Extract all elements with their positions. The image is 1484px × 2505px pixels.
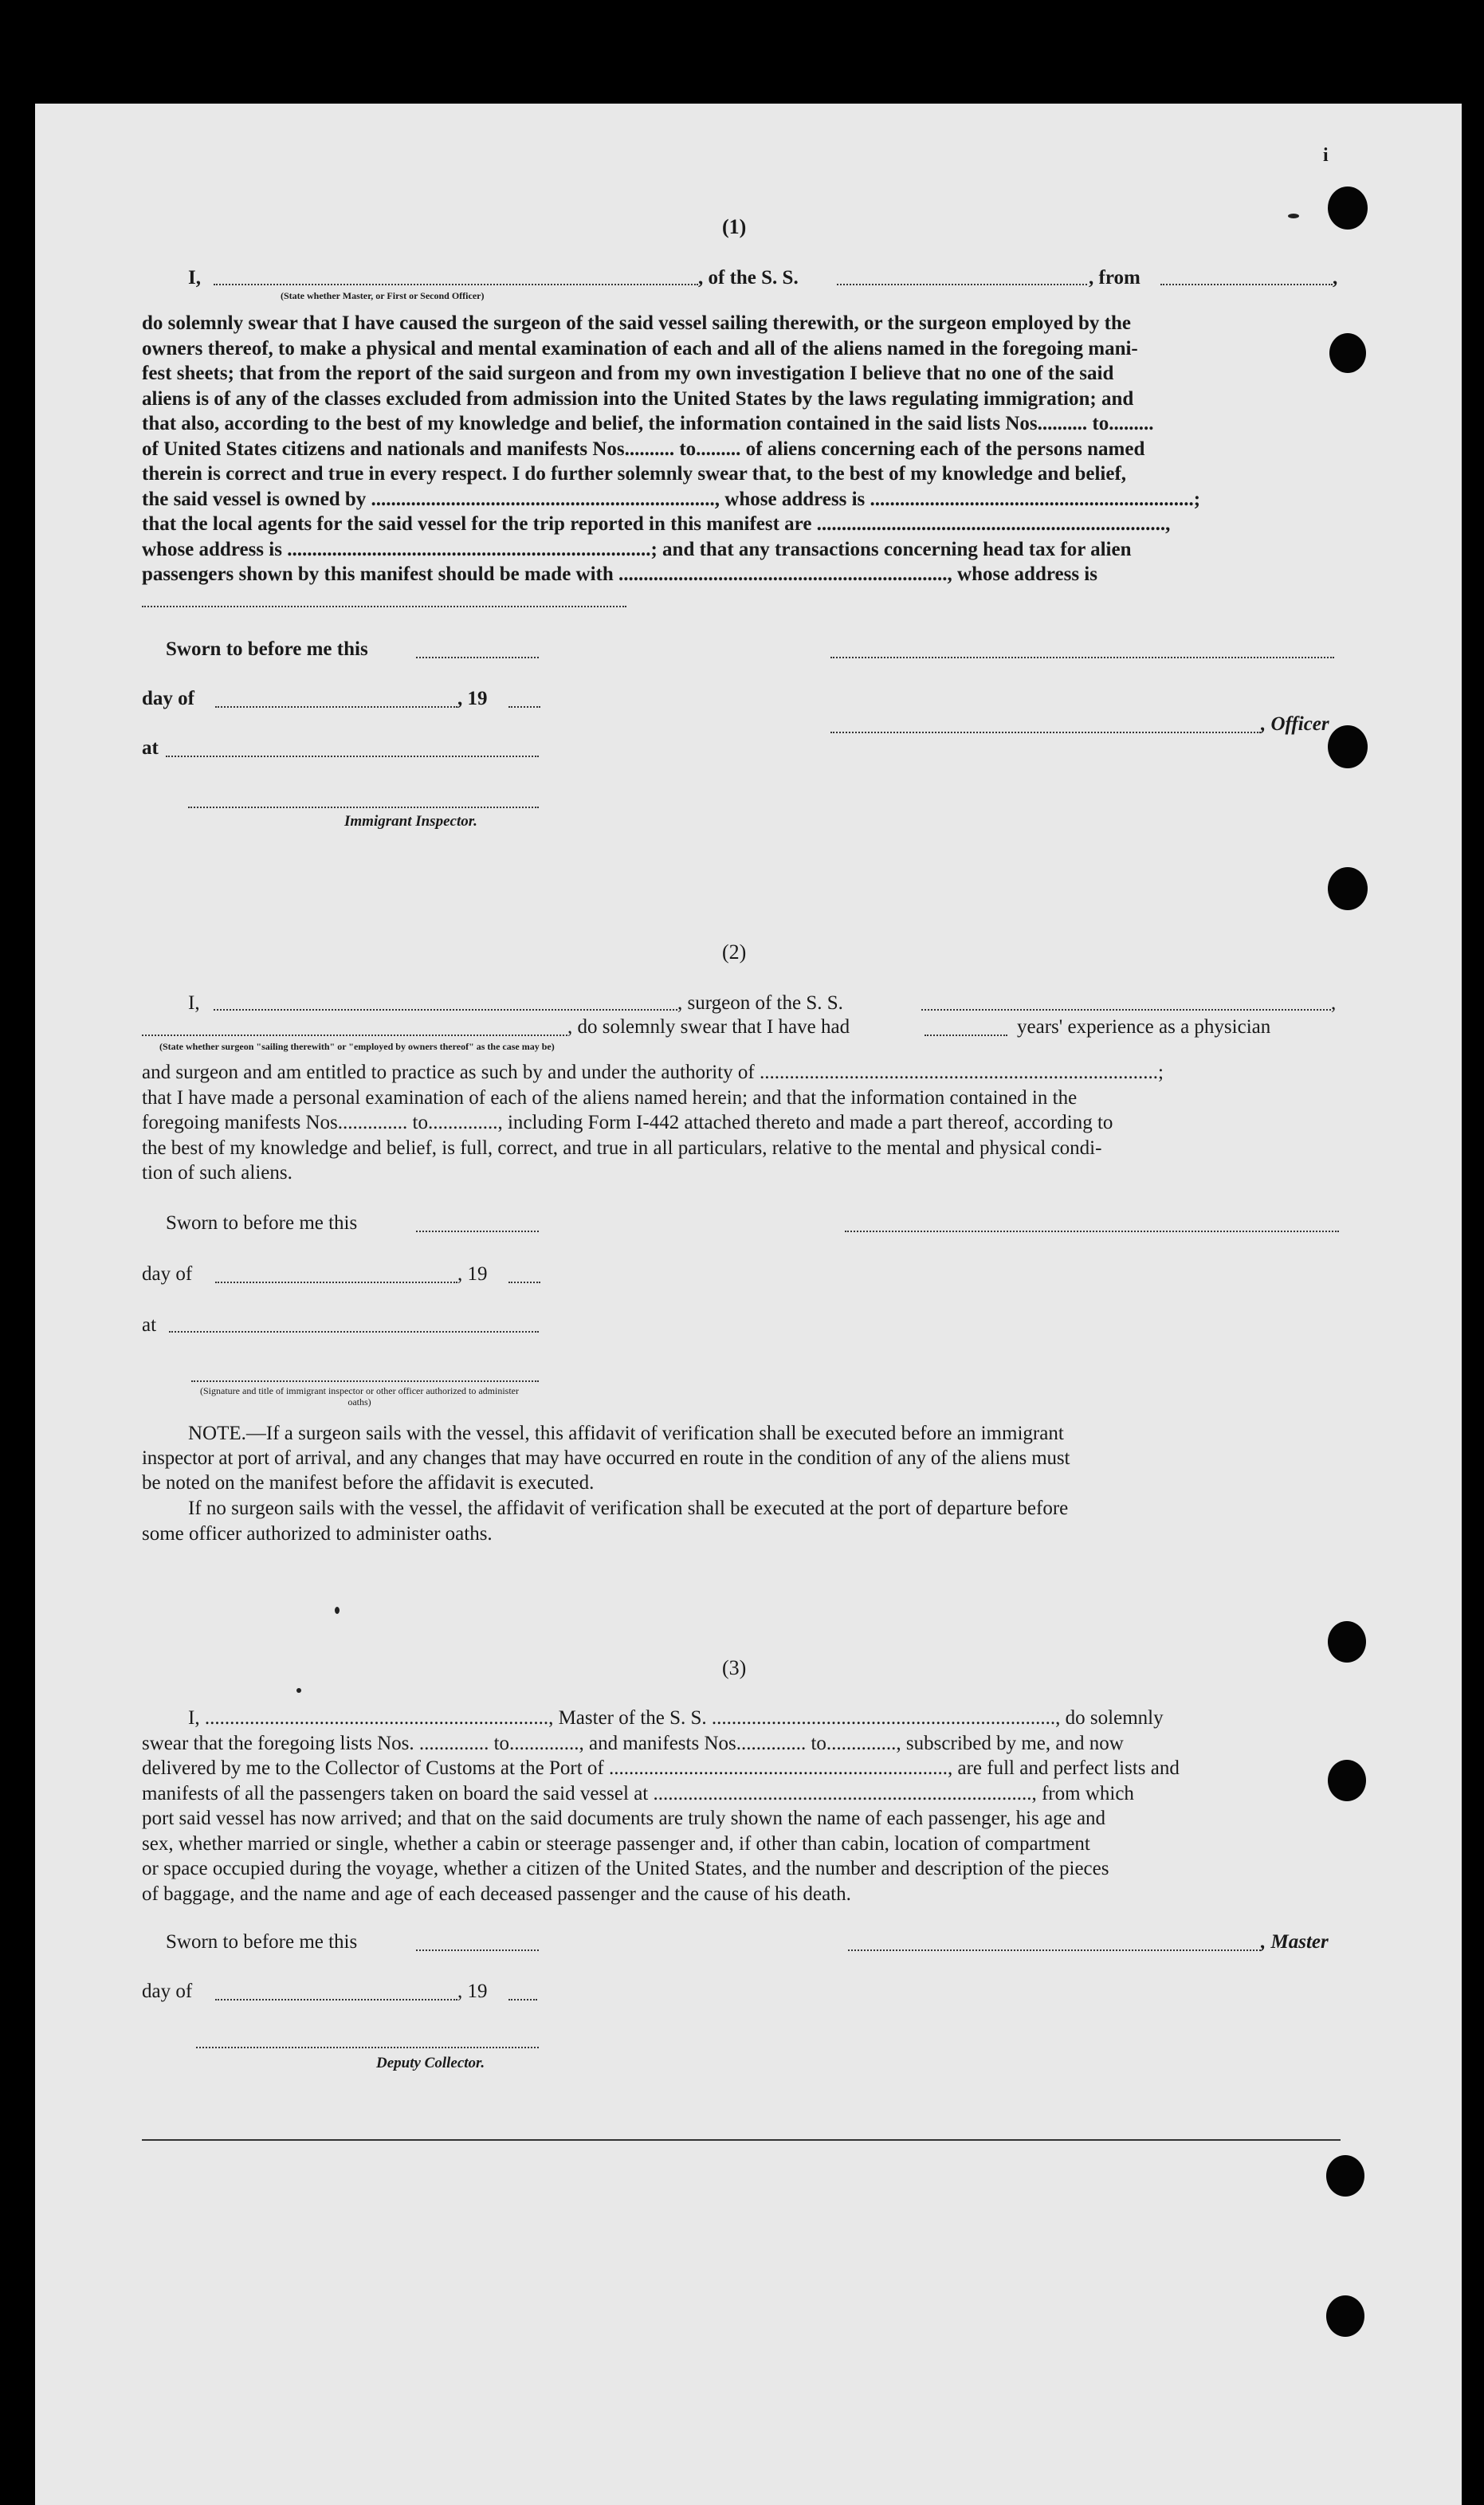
s2-surgeon-name-field[interactable] [214,1009,677,1011]
note-first-line [188,1422,1064,1446]
ink-speck [335,1607,340,1614]
s2-vessel-name-field[interactable] [921,1009,1331,1011]
s1-sworn-label: Sworn to before me this [166,638,368,660]
s1-month-field[interactable] [215,706,457,708]
note-text-4: If no surgeon sails with the vessel, the affidavit of verification shall be executed at the port of departure before [188,1498,1069,1519]
note-text-1: —If a surgeon sails with the vessel, this affidavit of verification shall be executed before an immigrant [245,1423,1064,1444]
s2-surgeon-status-field[interactable] [142,1035,567,1036]
s2-comma: , [1331,992,1337,1014]
s1-from: , from [1089,267,1140,289]
rank-caption: (State whether Master, or First or Second Officer) [281,290,485,301]
note-text-5: some officer authorized to administer oaths. [142,1523,493,1545]
s3-master-label: , Master [1261,1931,1329,1953]
section-1-paragraph: do solemnly swear that I have caused the surgeon of the said vessel sailing therewith, or the surgeon employed by the owners thereof, to make a physical and mental examination of each and all of the aliens named in the foregoing mani- fest sheets; that from the report of the said surgeon and from my own investigation I believe that no one of the said aliens is of any of the classes excluded from admission into the United States by the laws regulating immigration; and that also, according to the best of my knowledge and belief, the information contained in the said lists Nos.......... to......... of United States citizens and nationals and manifests Nos.......... to......... of aliens concerning each of the persons named therein is correct and true in every respect. I do further solemnly swear that, to the best of my knowledge and belief, the said vessel is owned by ....................................................................., whose address is .................................................................; that the local agents for the said vessel for the trip reported in this manifest are ......................................................................, whose address is .........................................................................; and that any transactions concerning head tax for alien passengers shown by this manifest should be made with .................................................................., whose address is [142,312,1201,585]
s2-inspector-signature-field[interactable] [191,1380,539,1382]
note-text-2: inspector at port of arrival, and any changes that may have occurred en route in the condition of any of the aliens must [142,1447,1070,1469]
s1-comma: , [1333,267,1338,289]
s2-at-label: at [142,1314,157,1336]
s2-surgeon-of-label: , surgeon of the S. S. [677,992,843,1014]
s1-i-label: I, [188,267,201,289]
s2-years-field[interactable] [925,1035,1007,1036]
punch-hole [1326,2155,1364,2197]
s2-place-field[interactable] [169,1331,539,1333]
punch-hole [1328,867,1368,910]
section-2-number: (2) [722,940,747,964]
s3-day-of-label: day of [142,1981,193,2002]
s1-inspector-signature-field[interactable] [188,807,539,808]
s2-year-field[interactable] [508,1282,540,1283]
departure-port-field[interactable] [1160,284,1333,285]
s2-day-of-label: day of [142,1263,193,1285]
s1-officer-label: , Officer [1261,713,1329,735]
s1-year-label: , 19 [457,688,488,709]
s1-place-field[interactable] [166,756,539,757]
punch-hole [1328,1621,1366,1663]
footer-rule [142,2139,1341,2141]
s1-deponent-signature-field[interactable] [830,657,1334,658]
s1-year-field[interactable] [508,706,540,708]
s2-surgeon-signature-field[interactable] [845,1231,1339,1232]
s3-year-label: , 19 [457,1981,488,2002]
s3-collector-signature-field[interactable] [196,2047,539,2048]
s2-sworn-date-field[interactable] [416,1231,539,1232]
note-label: NOTE. [188,1423,246,1444]
s2-inspector-caption: (Signature and title of immigrant inspector or other officer authorized to administer oaths) [200,1385,519,1408]
s3-master-signature-field[interactable] [848,1949,1261,1951]
s3-year-field[interactable] [508,1999,537,2000]
punch-hole [1326,2295,1364,2337]
s3-collector-caption: Deputy Collector. [376,2055,485,2071]
punch-hole [1328,187,1368,230]
s2-year-label: , 19 [457,1263,488,1285]
agent-address-field[interactable] [142,606,626,607]
vessel-name-field[interactable] [837,284,1087,285]
s2-status-caption: (State whether surgeon "sailing therewith" or "employed by owners thereof" as the case may be) [159,1041,555,1052]
section-3-paragraph: I, ....................................................................., Master of the S. S. ....................................................................., do solemnly swear that the foregoing lists Nos. .............. to.............., and manifests Nos.............. to.............., subscribed by me, and now delivered by me to the Collector of Customs at the Port of ...................................................................., are full and perfect lists and manifests of all the passengers taken on board the said vessel at ............................................................................, from which port said vessel has now arrived; and that on the said documents are truly shown the name of each passenger, his age and sex, whether married or single, whether a cabin or steerage passenger and, if other than cabin, location of compartment or space occupied during the voyage, whether a citizen of the United States, and the number and description of the pieces of baggage, and the name and age of each deceased passenger and the cause of his death. [142,1707,1180,1905]
ink-speck [296,1688,301,1693]
s2-i-label: I, [188,992,200,1014]
s1-at-label: at [142,737,159,759]
margin-mark: i [1323,145,1329,166]
s2-sworn-label: Sworn to before me this [166,1212,358,1234]
s3-sworn-label: Sworn to before me this [166,1931,358,1953]
s1-inspector-caption: Immigrant Inspector. [344,813,477,830]
s2-month-field[interactable] [215,1282,457,1283]
ink-speck [1288,214,1299,218]
s1-officer-signature-field[interactable] [830,732,1261,733]
punch-hole [1328,725,1368,768]
s2-years-label: years' experience as a physician [1017,1016,1271,1038]
section-2-paragraph: and surgeon and am entitled to practice as such by and under the authority of ................................................................................; that I have made a personal examination of each of the aliens named herein; and that the information contained in the foregoing manifests Nos.............. to.............., including Form I-442 attached thereto and made a part thereof, according to the best of my knowledge and belief, is full, correct, and true in all particulars, relative to the mental and physical condi- tion of such aliens. [142,1062,1164,1184]
s3-sworn-date-field[interactable] [416,1949,539,1951]
s1-of-ss: , of the S. S. [698,267,799,289]
s3-month-field[interactable] [215,1999,457,2000]
section-1-number: (1) [722,215,747,238]
s2-swear-label: , do solemnly swear that I have had [567,1016,850,1038]
s1-sworn-date-field[interactable] [416,657,539,658]
note-text-3: be noted on the manifest before the affidavit is executed. [142,1472,595,1494]
s1-day-of-label: day of [142,688,194,709]
section-3-number: (3) [722,1656,747,1679]
rank-field[interactable] [214,284,698,285]
